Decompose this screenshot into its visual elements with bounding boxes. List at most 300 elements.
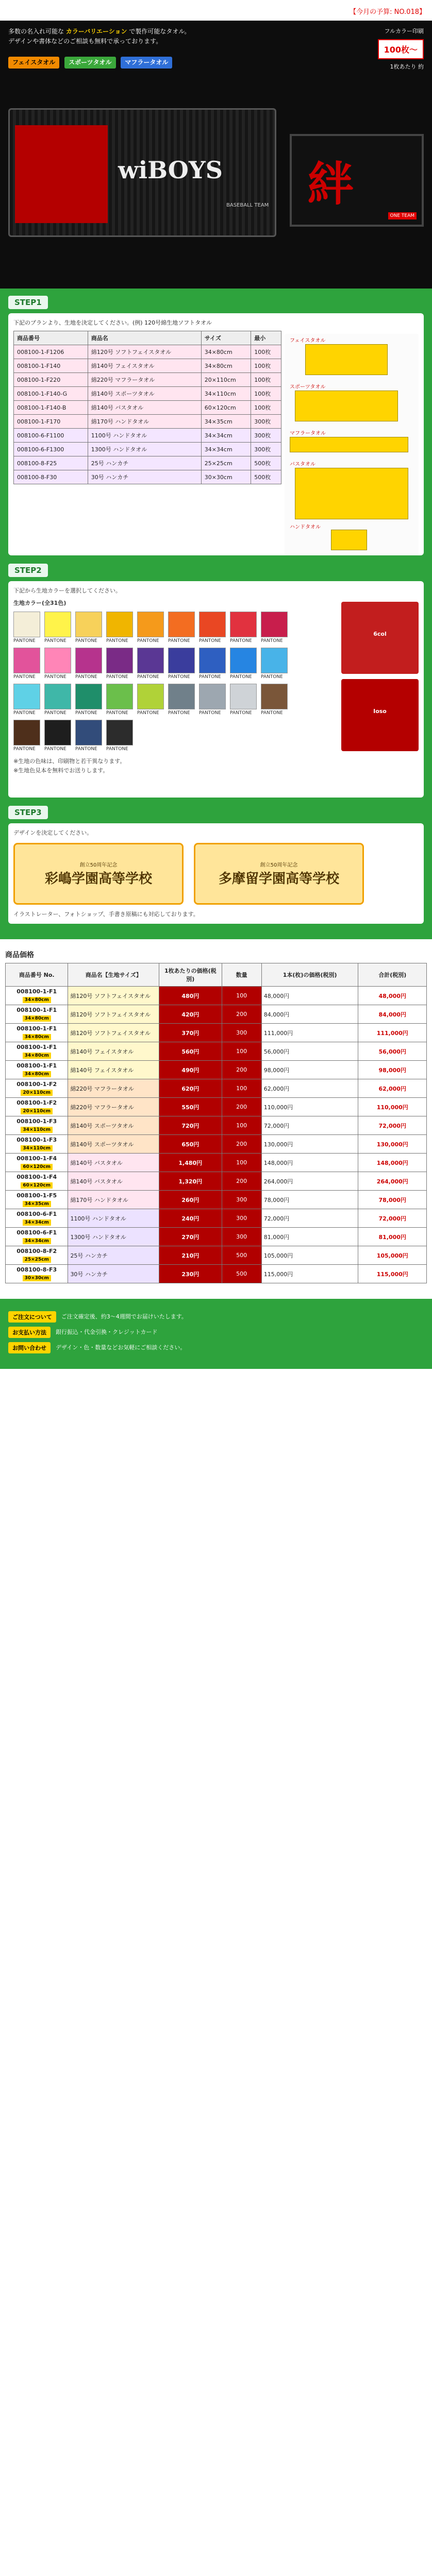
pricing-row[interactable] <box>6 1024 427 1042</box>
swatch-label: PANTONE <box>230 710 252 716</box>
step1-cell-name: 1300号 ハンドタオル <box>88 443 201 456</box>
pricing-header-cell: 数量 <box>222 963 261 987</box>
pricing-name: 綿140号 スポーツタオル <box>68 1116 159 1135</box>
pricing-row[interactable] <box>6 1265 427 1283</box>
pricing-header <box>5 950 427 960</box>
footer-row-order <box>8 1311 424 1323</box>
pricing-subtotal: 98,000円 <box>261 1061 358 1079</box>
step1-header-row <box>14 331 281 345</box>
pricing-name: 綿140号 スポーツタオル <box>68 1135 159 1154</box>
pricing-name: 1300号 ハンドタオル <box>68 1228 159 1246</box>
pricing-subtotal: 115,000円 <box>261 1265 358 1283</box>
pricing-size-badge: 34×34cm <box>23 1219 51 1226</box>
pricing-total: 130,000円 <box>358 1135 427 1154</box>
swatch-label: PANTONE <box>44 747 67 752</box>
swatch-item[interactable] <box>44 648 71 680</box>
swatch-color[interactable] <box>75 684 102 709</box>
step1-cell-size: 34×110cm <box>201 387 251 401</box>
hero-intro-text: 多数の名入れ可能な <box>8 28 64 35</box>
swatch-item[interactable] <box>44 684 71 716</box>
footer-tag-payment: お支払い方法 <box>8 1327 51 1338</box>
pricing-qty: 300 <box>222 1191 261 1209</box>
swatch-label: PANTONE <box>75 638 97 644</box>
pricing-sku: 008100-1-F2 20×110cm <box>6 1098 68 1116</box>
pricing-row[interactable] <box>6 1246 427 1265</box>
step1-row[interactable] <box>14 387 281 401</box>
pricing-sku: 008100-1-F1 34×80cm <box>6 1024 68 1042</box>
swatch-label: PANTONE <box>137 710 159 716</box>
pricing-row[interactable] <box>6 1098 427 1116</box>
step2-desc: 下記から生地カラーを選択してください。 <box>13 587 121 594</box>
pricing-qty: 500 <box>222 1246 261 1265</box>
step1-row[interactable] <box>14 470 281 484</box>
pricing-total: 115,000円 <box>358 1265 427 1283</box>
step1-row[interactable] <box>14 401 281 415</box>
step1-cell-sku: 008100-6-F1300 <box>14 443 88 456</box>
diagram-label-hand: ハンドタオル <box>290 524 321 530</box>
pricing-row[interactable] <box>6 1079 427 1098</box>
pricing-subtotal: 81,000円 <box>261 1228 358 1246</box>
pricing-sku: 008100-1-F5 34×35cm <box>6 1191 68 1209</box>
step1-cell-name: 綿140号 フェイスタオル <box>88 359 201 373</box>
step1-row[interactable] <box>14 443 281 456</box>
swatch-item[interactable] <box>261 684 288 716</box>
pricing-name: 綿120号 ソフトフェイスタオル <box>68 987 159 1005</box>
swatch-color[interactable] <box>13 720 40 745</box>
swatch-item[interactable] <box>261 612 288 643</box>
pricing-row[interactable] <box>6 1135 427 1154</box>
swatch-color[interactable] <box>106 720 133 745</box>
step1-row[interactable] <box>14 456 281 470</box>
swatch-item[interactable] <box>106 648 133 680</box>
swatch-item[interactable] <box>199 684 226 716</box>
swatch-color[interactable] <box>230 648 257 673</box>
step3-box <box>8 823 424 924</box>
swatch-color[interactable] <box>75 720 102 745</box>
step1-row[interactable] <box>14 373 281 387</box>
step1-cell-qty: 100枚 <box>251 401 281 415</box>
diagram-bar-sports <box>295 391 398 421</box>
pricing-total: 78,000円 <box>358 1191 427 1209</box>
step2-note2: ※生地色見本を無料でお送りします。 <box>13 767 109 774</box>
swatch-label: PANTONE <box>230 674 252 680</box>
step1-cell-sku: 008100-1-F140-B <box>14 401 88 415</box>
pricing-sku: 008100-1-F1 34×80cm <box>6 987 68 1005</box>
pricing-name: 綿120号 ソフトフェイスタオル <box>68 1024 159 1042</box>
swatch-item[interactable] <box>75 648 102 680</box>
swatch-label: PANTONE <box>137 638 159 644</box>
swatch-label: PANTONE <box>75 674 97 680</box>
pricing-total: 81,000円 <box>358 1228 427 1246</box>
step1-header-cell: 最小 <box>251 331 281 345</box>
swatch-color[interactable] <box>261 684 288 709</box>
step1-cell-qty: 500枚 <box>251 456 281 470</box>
footer-row-contact <box>8 1342 424 1353</box>
swatch-item[interactable] <box>230 684 257 716</box>
pricing-name: 1100号 ハンドタオル <box>68 1209 159 1228</box>
swatch-color[interactable] <box>230 684 257 709</box>
swatch-color[interactable] <box>199 684 226 709</box>
pricing-sku: 008100-8-F3 30×30cm <box>6 1265 68 1283</box>
step1-title: STEP1 <box>8 296 48 309</box>
swatch-item[interactable] <box>13 684 40 716</box>
step1-cell-sku: 008100-1-F170 <box>14 415 88 429</box>
pricing-name: 綿220号 マフラータオル <box>68 1098 159 1116</box>
step2-note1: ※生地の色味は、印刷物と若干異なります。 <box>13 758 126 765</box>
swatch-color[interactable] <box>44 612 71 637</box>
swatch-label: PANTONE <box>168 674 190 680</box>
swatch-label: PANTONE <box>75 710 97 716</box>
pricing-size-badge: 20×110cm <box>21 1090 53 1096</box>
pricing-sku: 008100-1-F4 60×120cm <box>6 1154 68 1172</box>
step1-cell-name: 30号 ハンカチ <box>88 470 201 484</box>
swatch-label: PANTONE <box>261 638 283 644</box>
swatch-label: PANTONE <box>13 638 36 644</box>
pricing-unit-price: 210円 <box>159 1246 222 1265</box>
hero-intro-highlight: カラーバリエーション <box>65 28 127 35</box>
pricing-header-cell: 1本(枚)の価格(税別) <box>261 963 358 987</box>
swatch-color[interactable] <box>75 648 102 673</box>
swatch-item[interactable] <box>137 648 164 680</box>
pricing-qty: 200 <box>222 1061 261 1079</box>
towel-logo-text: wiBOYS <box>118 156 223 184</box>
pricing-unit-price: 550円 <box>159 1098 222 1116</box>
swatch-label: PANTONE <box>44 638 67 644</box>
hero-right <box>378 27 424 71</box>
pricing-sku: 008100-6-F1 34×34cm <box>6 1228 68 1246</box>
step1-row[interactable] <box>14 359 281 373</box>
pricing-total: 72,000円 <box>358 1116 427 1135</box>
step1-cell-sku: 008100-6-F1100 <box>14 429 88 443</box>
swatch-label: PANTONE <box>199 638 221 644</box>
pricing-size-badge: 34×80cm <box>23 1015 51 1022</box>
towel-red-panel <box>15 125 108 223</box>
pricing-table <box>5 963 427 1283</box>
swatch-item[interactable] <box>199 612 226 643</box>
pricing-row[interactable] <box>6 1005 427 1024</box>
pricing-unit-price: 480円 <box>159 987 222 1005</box>
step1-table <box>13 331 281 484</box>
pricing-row[interactable] <box>6 1228 427 1246</box>
step1-cell-size: 34×34cm <box>201 443 251 456</box>
step1-row[interactable] <box>14 429 281 443</box>
pricing-total: 62,000円 <box>358 1079 427 1098</box>
pricing-size-badge: 25×25cm <box>23 1257 51 1263</box>
swatch-item[interactable] <box>106 612 133 643</box>
pricing-subtotal: 48,000円 <box>261 987 358 1005</box>
step1-row[interactable] <box>14 345 281 359</box>
pricing-qty: 300 <box>222 1209 261 1228</box>
towel-illustration <box>8 108 276 237</box>
swatch-item[interactable] <box>44 612 71 643</box>
pricing-row[interactable] <box>6 1209 427 1228</box>
pricing-total: 111,000円 <box>358 1024 427 1042</box>
swatch-color[interactable] <box>199 612 226 637</box>
step1-header-cell: サイズ <box>201 331 251 345</box>
step1-cell-name: 25号 ハンカチ <box>88 456 201 470</box>
pricing-row[interactable] <box>6 1154 427 1172</box>
step1-cell-qty: 100枚 <box>251 373 281 387</box>
diagram-label-bath: バスタオル <box>290 462 315 467</box>
pricing-unit-price: 420円 <box>159 1005 222 1024</box>
pricing-row[interactable] <box>6 1042 427 1061</box>
pricing-name: 綿140号 バスタオル <box>68 1172 159 1191</box>
swatch-item[interactable] <box>106 720 133 752</box>
kanji-glyph: 絆 <box>307 157 354 211</box>
swatch-color[interactable] <box>261 612 288 637</box>
pricing-total: 110,000円 <box>358 1098 427 1116</box>
hero-intro <box>8 27 424 69</box>
pricing-unit-price: 240円 <box>159 1209 222 1228</box>
kanji-label: ONE TEAM <box>388 212 417 219</box>
hero-price-sub: 1枚あたり 約 <box>390 63 424 70</box>
pricing-total: 84,000円 <box>358 1005 427 1024</box>
pricing-name: 綿140号 バスタオル <box>68 1154 159 1172</box>
pill-sports[interactable]: スポーツタオル <box>64 57 115 69</box>
pricing-row[interactable] <box>6 987 427 1005</box>
pricing-unit-price: 1,480円 <box>159 1154 222 1172</box>
pricing-sku: 008100-1-F3 34×110cm <box>6 1135 68 1154</box>
swatch-label: PANTONE <box>230 638 252 644</box>
step1-cell-sku: 008100-1-F140 <box>14 359 88 373</box>
school-banner-2 <box>194 843 364 905</box>
hero-price: 100枚～ <box>378 39 424 59</box>
diagram-label-sports: スポーツタオル <box>290 384 326 390</box>
swatch-label: PANTONE <box>168 710 190 716</box>
swatch-color[interactable] <box>261 648 288 673</box>
step1-cell-size: 30×30cm <box>201 470 251 484</box>
swatch-label: PANTONE <box>106 747 128 752</box>
step1-cell-name: 綿140号 スポーツタオル <box>88 387 201 401</box>
pricing-row[interactable] <box>6 1116 427 1135</box>
pricing-subtotal: 78,000円 <box>261 1191 358 1209</box>
diagram-label-muffler: マフラータオル <box>290 431 326 436</box>
towel-logo-sub: BASEBALL TEAM <box>226 202 269 208</box>
pricing-size-badge: 60×120cm <box>21 1182 53 1189</box>
pricing-sku: 008100-1-F3 34×110cm <box>6 1116 68 1135</box>
sample-card-6col: 6col <box>341 602 419 674</box>
swatch-label: PANTONE <box>13 710 36 716</box>
hero-intro-more: で製作可能なタオル。 <box>129 28 191 35</box>
pill-muffler[interactable]: マフラータオル <box>121 57 172 69</box>
step1-cell-name: 綿170号 ハンドタオル <box>88 415 201 429</box>
swatch-color[interactable] <box>44 648 71 673</box>
top-header <box>0 0 432 21</box>
swatch-item[interactable] <box>168 648 195 680</box>
swatch-color[interactable] <box>75 612 102 637</box>
pricing-sku: 008100-1-F4 60×120cm <box>6 1172 68 1191</box>
swatch-color[interactable] <box>106 648 133 673</box>
pricing-row[interactable] <box>6 1191 427 1209</box>
diagram-bar-muffler <box>290 437 408 452</box>
pricing-sku: 008100-1-F1 34×80cm <box>6 1005 68 1024</box>
swatch-color[interactable] <box>106 612 133 637</box>
pricing-section <box>0 939 432 1299</box>
pricing-qty: 200 <box>222 1135 261 1154</box>
pricing-row[interactable] <box>6 1172 427 1191</box>
swatch-color[interactable] <box>44 684 71 709</box>
swatch-color[interactable] <box>13 648 40 673</box>
swatch-item[interactable] <box>199 648 226 680</box>
swatch-item[interactable] <box>13 612 40 643</box>
pricing-name: 綿120号 ソフトフェイスタオル <box>68 1005 159 1024</box>
swatch-color[interactable] <box>44 720 71 745</box>
swatch-item[interactable] <box>168 684 195 716</box>
step1-cell-size: 60×120cm <box>201 401 251 415</box>
step1-cell-size: 34×34cm <box>201 429 251 443</box>
footer-tag-contact: お問い合わせ <box>8 1342 51 1353</box>
diagram-bar-hand <box>331 530 367 550</box>
swatch-color[interactable] <box>13 612 40 637</box>
pricing-size-badge: 34×80cm <box>23 997 51 1003</box>
swatch-item[interactable] <box>75 684 102 716</box>
swatch-item[interactable] <box>13 720 40 752</box>
swatch-color[interactable] <box>230 612 257 637</box>
step1-cell-size: 34×80cm <box>201 359 251 373</box>
swatch-color[interactable] <box>168 684 195 709</box>
pricing-total: 264,000円 <box>358 1172 427 1191</box>
step1-cell-qty: 300枚 <box>251 429 281 443</box>
steps-band <box>0 289 432 939</box>
swatch-label: PANTONE <box>168 638 190 644</box>
towel-size-diagram <box>285 334 419 555</box>
pricing-header-cell: 商品名【生地サイズ】 <box>68 963 159 987</box>
pricing-subtotal: 56,000円 <box>261 1042 358 1061</box>
pricing-subtotal: 72,000円 <box>261 1116 358 1135</box>
swatch-item[interactable] <box>44 720 71 752</box>
swatch-label: PANTONE <box>13 747 36 752</box>
pricing-total: 148,000円 <box>358 1154 427 1172</box>
swatch-color[interactable] <box>106 684 133 709</box>
pricing-total: 72,000円 <box>358 1209 427 1228</box>
pricing-unit-price: 260円 <box>159 1191 222 1209</box>
diagram-label-face: フェイスタオル <box>290 338 326 344</box>
swatch-item[interactable] <box>75 612 102 643</box>
swatch-item[interactable] <box>13 648 40 680</box>
footer-row-payment <box>8 1327 424 1338</box>
step3-title: STEP3 <box>8 806 48 819</box>
swatch-item[interactable] <box>230 612 257 643</box>
pricing-sku: 008100-1-F2 20×110cm <box>6 1079 68 1098</box>
swatch-item[interactable] <box>137 684 164 716</box>
step1-table-wrap <box>13 331 281 484</box>
pricing-subtotal: 105,000円 <box>261 1246 358 1265</box>
swatch-color[interactable] <box>168 648 195 673</box>
pricing-total: 98,000円 <box>358 1061 427 1079</box>
pricing-size-badge: 34×110cm <box>21 1145 53 1151</box>
pricing-title: 商品価格 <box>5 951 34 960</box>
step3-desc: デザインを決定してください。 <box>13 829 93 836</box>
pricing-size-badge: 60×120cm <box>21 1164 53 1170</box>
pricing-subtotal: 110,000円 <box>261 1098 358 1116</box>
swatch-item[interactable] <box>230 648 257 680</box>
step1-cell-sku: 008100-1-F1206 <box>14 345 88 359</box>
step1-cell-name: 綿120号 ソフトフェイスタオル <box>88 345 201 359</box>
swatch-label: PANTONE <box>44 710 67 716</box>
pricing-unit-price: 270円 <box>159 1228 222 1246</box>
step3-banners <box>13 843 419 905</box>
step1-desc: 下記のプランより、生地を決定してください。(例) 120号綿生地ソフトタオル <box>13 319 212 326</box>
swatch-label: PANTONE <box>13 674 36 680</box>
pricing-total: 48,000円 <box>358 987 427 1005</box>
step1-cell-size: 34×80cm <box>201 345 251 359</box>
step1-cell-sku: 008100-1-F220 <box>14 373 88 387</box>
pricing-name: 30号 ハンカチ <box>68 1265 159 1283</box>
pricing-sku: 008100-1-F1 34×80cm <box>6 1061 68 1079</box>
swatch-color[interactable] <box>137 648 164 673</box>
pricing-size-badge: 34×110cm <box>21 1127 53 1133</box>
pricing-subtotal: 111,000円 <box>261 1024 358 1042</box>
swatch-item[interactable] <box>106 684 133 716</box>
footer-text-order: ご注文確定後、約3～4週間でお届けいたします。 <box>61 1313 187 1320</box>
step2-title: STEP2 <box>8 564 48 577</box>
pricing-qty: 100 <box>222 1116 261 1135</box>
school2-sub: 創立50周年記念 <box>260 862 298 868</box>
step1-cell-qty: 500枚 <box>251 470 281 484</box>
footer-text-payment: 銀行振込・代金引換・クレジットカード <box>56 1328 158 1335</box>
pricing-name: 綿140号 フェイスタオル <box>68 1042 159 1061</box>
step1-cell-sku: 008100-8-F25 <box>14 456 88 470</box>
diagram-bar-face <box>305 344 388 375</box>
swatch-color[interactable] <box>13 684 40 709</box>
diagram-bar-bath <box>295 468 408 519</box>
pricing-qty: 200 <box>222 1098 261 1116</box>
swatch-color[interactable] <box>137 612 164 637</box>
pricing-unit-price: 720円 <box>159 1116 222 1135</box>
step1-cell-name: 綿140号 バスタオル <box>88 401 201 415</box>
step1-row[interactable] <box>14 415 281 429</box>
step1-cell-sku: 008100-8-F30 <box>14 470 88 484</box>
step2-right <box>341 602 419 756</box>
swatch-color[interactable] <box>199 648 226 673</box>
pricing-total: 105,000円 <box>358 1246 427 1265</box>
footer-section <box>0 1299 432 1369</box>
pricing-name: 綿170号 ハンドタオル <box>68 1191 159 1209</box>
pill-face[interactable]: フェイスタオル <box>8 57 59 69</box>
footer-text-contact: デザイン・色・数量などお気軽にご相談ください。 <box>56 1344 186 1351</box>
category-label: 【今月の予算: NO.018】 <box>350 8 426 16</box>
swatch-color[interactable] <box>137 684 164 709</box>
swatch-item[interactable] <box>137 612 164 643</box>
swatch-label: PANTONE <box>75 747 97 752</box>
step1-box <box>8 313 424 555</box>
pricing-unit-price: 370円 <box>159 1024 222 1042</box>
pricing-size-badge: 30×30cm <box>23 1275 51 1281</box>
pricing-size-badge: 34×35cm <box>23 1201 51 1207</box>
step1-cell-name: 1100号 ハンドタオル <box>88 429 201 443</box>
swatch-item[interactable] <box>261 648 288 680</box>
pricing-total: 56,000円 <box>358 1042 427 1061</box>
pricing-unit-price: 560円 <box>159 1042 222 1061</box>
pricing-qty: 200 <box>222 1005 261 1024</box>
swatch-item[interactable] <box>75 720 102 752</box>
pricing-sku: 008100-6-F1 34×34cm <box>6 1209 68 1228</box>
pricing-qty: 500 <box>222 1265 261 1283</box>
pricing-size-badge: 34×80cm <box>23 1071 51 1077</box>
pricing-row[interactable] <box>6 1061 427 1079</box>
step1-cell-size: 20×110cm <box>201 373 251 387</box>
step3-info: イラストレーター、フォトショップ、手書き原稿にも対応しております。 <box>13 910 199 918</box>
swatch-color[interactable] <box>168 612 195 637</box>
pricing-subtotal: 84,000円 <box>261 1005 358 1024</box>
pricing-qty: 100 <box>222 1079 261 1098</box>
pricing-size-badge: 20×110cm <box>21 1108 53 1114</box>
swatch-item[interactable] <box>168 612 195 643</box>
pricing-header-cell: 1枚あたりの価格(税別) <box>159 963 222 987</box>
swatch-label: PANTONE <box>261 710 283 716</box>
step1-header-cell: 商品名 <box>88 331 201 345</box>
school2-title: 多摩留学園高等学校 <box>218 871 339 887</box>
